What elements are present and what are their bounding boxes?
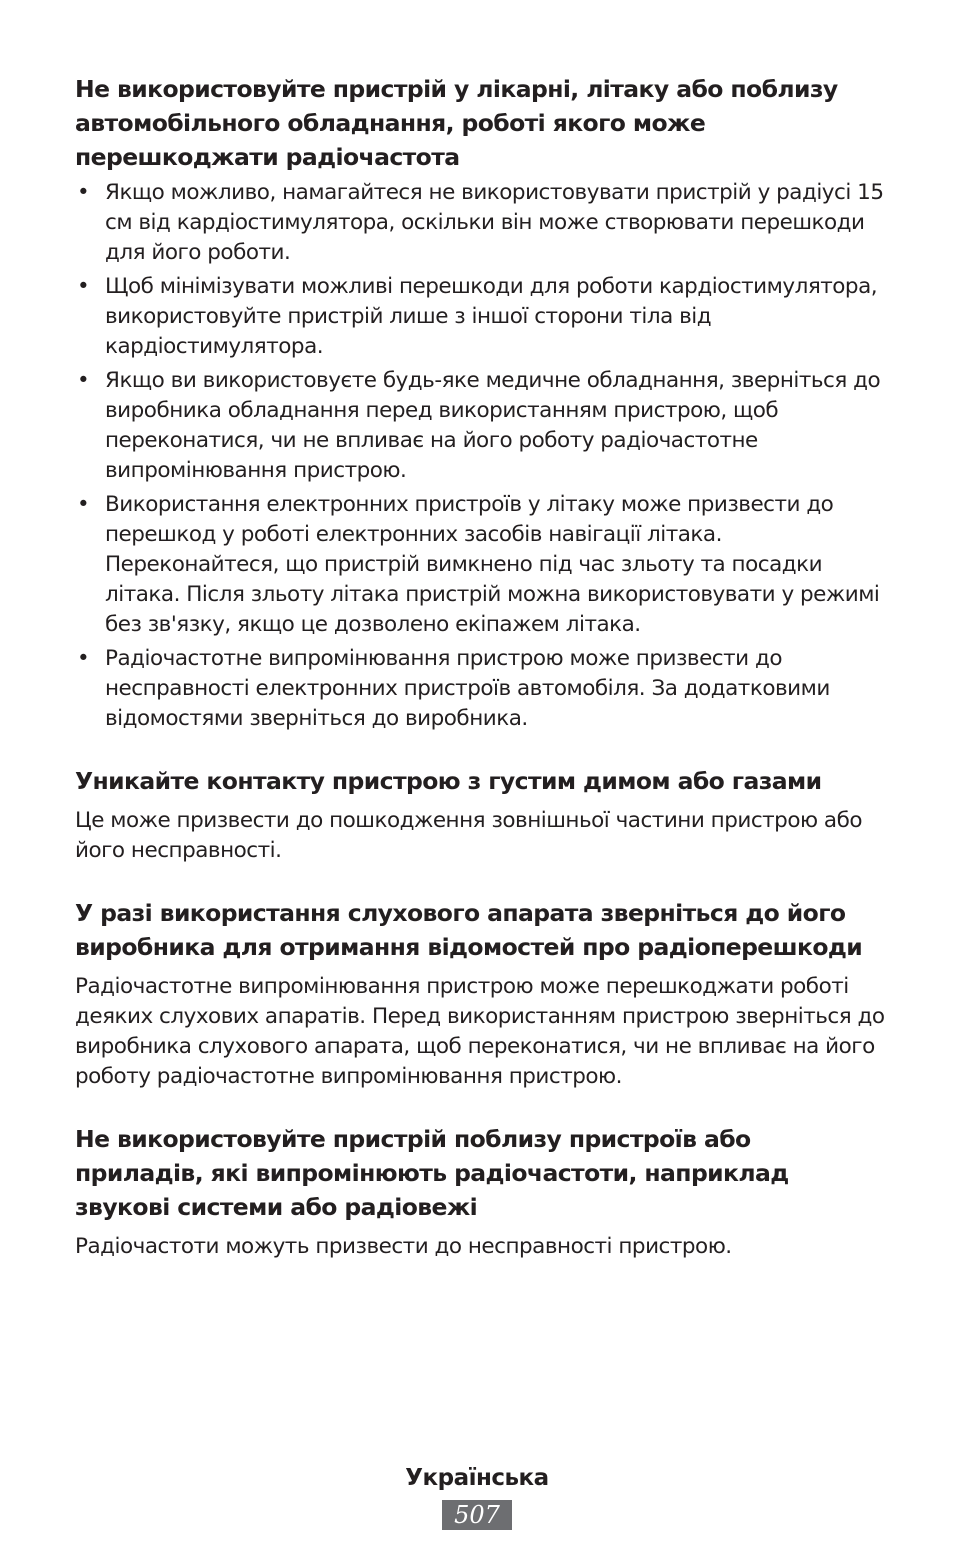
list-item-text: Радіочастотне випромінювання пристрою може призвести до несправності електронних пристроїв автомобіля. За додатковими відомостями зверніться до виробника. bbox=[105, 646, 830, 731]
footer-language: Українська bbox=[405, 1465, 549, 1491]
list-item-text: Використання електронних пристроїв у літаку може призвести до перешкод у роботі електронних засобів навігації літака. Переконайтеся, що пристрій вимкнено під час зльоту та посадки літака. Після зльоту літака пристрій можна використовувати у режимі без зв'язку, якщо це дозволено екіпажем літака. bbox=[105, 492, 880, 637]
bullet-list bbox=[75, 178, 885, 734]
bullet-icon: • bbox=[77, 274, 90, 299]
list-item bbox=[75, 272, 885, 362]
section-radio-devices bbox=[75, 1122, 885, 1262]
list-item-text: Якщо можливо, намагайтеся не використовувати пристрій у радіусі 15 см від кардіостимулятора, оскільки він може створювати перешкоди для його роботи. bbox=[105, 180, 884, 265]
bullet-icon: • bbox=[77, 368, 90, 393]
page-content bbox=[75, 72, 885, 1292]
section-text: Радіочастоти можуть призвести до несправності пристрою. bbox=[75, 1234, 732, 1259]
list-item bbox=[75, 178, 885, 268]
section-text: Це може призвести до пошкодження зовнішньої частини пристрою або його несправності. bbox=[75, 808, 862, 863]
section-heading: У разі використання слухового апарата зверніться до його виробника для отримання відомостей про радіоперешкоди bbox=[75, 899, 863, 961]
section-smoke-gas bbox=[75, 764, 885, 866]
list-item-text: Якщо ви використовуєте будь-яке медичне обладнання, зверніться до виробника обладнання перед використанням пристрою, щоб переконатися, чи не впливає на його роботу радіочастотне випромінювання пристрою. bbox=[105, 368, 881, 483]
bullet-icon: • bbox=[77, 180, 90, 205]
list-item bbox=[75, 644, 885, 734]
list-item bbox=[75, 490, 885, 640]
page-footer bbox=[0, 1461, 954, 1530]
section-text: Радіочастотне випромінювання пристрою може перешкоджати роботі деяких слухових апаратів. Перед використанням пристрою зверніться до виробника слухового апарата, щоб переконатися, чи не впливає на його роботу радіочастотне випромінювання пристрою. bbox=[75, 974, 885, 1089]
section-heading: Уникайте контакту пристрою з густим димом або газами bbox=[75, 767, 822, 795]
list-item bbox=[75, 366, 885, 486]
section-hospital-aircraft bbox=[75, 72, 885, 734]
section-heading: Не використовуйте пристрій поблизу пристроїв або приладів, які випромінюють радіочастоти, наприклад звукові системи або радіовежі bbox=[75, 1125, 789, 1221]
list-item-text: Щоб мінімізувати можливі перешкоди для роботи кардіостимулятора, використовуйте пристрій лише з іншої сторони тіла від кардіостимулятора. bbox=[105, 274, 878, 359]
bullet-icon: • bbox=[77, 492, 90, 517]
section-heading: Не використовуйте пристрій у лікарні, літаку або поблизу автомобільного обладнання, роботі якого може перешкоджати радіочастота bbox=[75, 75, 838, 171]
bullet-icon: • bbox=[77, 646, 90, 671]
section-hearing-aid bbox=[75, 896, 885, 1092]
page-number: 507 bbox=[442, 1500, 512, 1530]
